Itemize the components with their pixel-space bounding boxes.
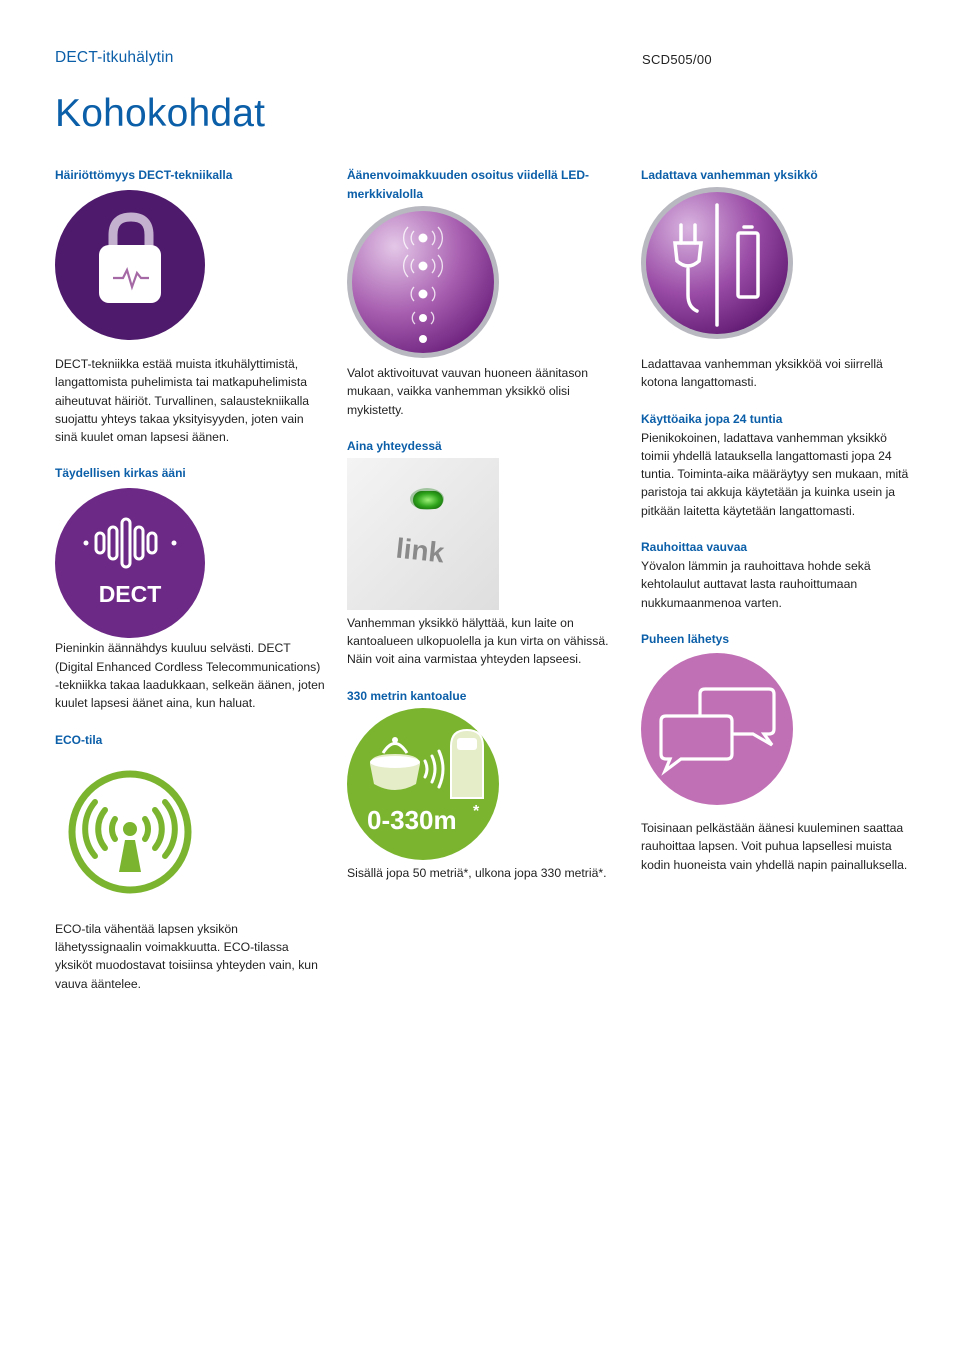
plug-battery-icon: [641, 185, 911, 355]
dect-label: DECT: [98, 581, 162, 608]
feature-heading: Rauhoittaa vauvaa: [641, 540, 748, 555]
feature-heading: ECO-tila: [55, 732, 103, 747]
feature-heading: 330 metrin kantoalue: [347, 688, 467, 703]
feature-clear-sound: [55, 464, 325, 712]
feature-heading: Ladattava vanhemman yksikkö: [641, 168, 818, 182]
speech-bubbles-icon: [641, 649, 911, 819]
feature-text: Sisällä jopa 50 metriä*, ulkona jopa 330 metriä*.: [347, 865, 607, 880]
eco-signal-icon: [55, 750, 325, 920]
feature-heading: Äänenvoimakkuuden osoitus viidellä LED-merkkivalolla: [347, 168, 590, 201]
feature-heading: Aina yhteydessä: [347, 438, 442, 453]
feature-heading: Käyttöaika jopa 24 tuntia: [641, 411, 783, 426]
feature-rechargeable: [641, 166, 911, 392]
column-2: [347, 166, 617, 900]
feature-heading: Häiriöttömyys DECT-tekniikalla: [55, 168, 233, 182]
column-1: [55, 166, 325, 1011]
range-label: 0-330m: [367, 804, 457, 835]
feature-always-connected: [347, 437, 617, 669]
led-indicator-icon: [347, 204, 617, 364]
feature-text: Toisinaan pelkästään äänesi kuuleminen saattaa rauhoittaa lapsen. Voit puhua lapsellesi muista kodin huoneista vain yhdellä napin painalluksella.: [641, 820, 908, 872]
range-icon: [347, 706, 617, 864]
feature-heading: Täydellisen kirkas ääni: [55, 466, 186, 481]
feature-text: Yövalon lämmin ja rauhoittava hohde sekä kehtolaulut auttavat lasta rauhoittumaan nukkumaanmenoa varten.: [641, 559, 871, 610]
link-light-photo: [347, 456, 617, 614]
feature-text: Pienikokoinen, ladattava vanhemman yksikkö toimii yhdellä latauksella langattomasti jopa 24 tuntia. Toiminta-aika määräytyy sen mukaan, mitä paristoja tai akkuja käytetään ja kuinka usein ja pitkään laitetta käytetään langattomasti.: [641, 430, 909, 518]
feature-text: Ladattavaa vanhemman yksikköä voi siirrellä kotona langattomasti.: [641, 357, 883, 390]
feature-text: DECT-tekniikka estää muista itkuhälyttimistä, langattomista puhelimista tai matkapuhelimista aiheutuvat häiriöt. Turvallinen, salaustekniikalla suojattu yhteys takaa yksityisyyden, joten vain sinä kuulet oman lapsesi äänen.: [55, 357, 310, 445]
feature-talk-back: [641, 630, 911, 874]
column-3: [641, 166, 911, 892]
feature-eco-mode: [55, 731, 325, 993]
feature-heading: Puheen lähetys: [641, 631, 730, 646]
padlock-icon: [55, 185, 325, 355]
feature-range: [347, 687, 617, 882]
feature-led-indicator: [347, 166, 617, 419]
page-title: Kohokohdat: [55, 92, 266, 135]
feature-soothes-baby: [641, 538, 911, 612]
link-label: link: [394, 532, 446, 569]
range-asterisk: *: [473, 802, 480, 820]
feature-text: Pieninkin äännähdys kuuluu selvästi. DECT (Digital Enhanced Cordless Telecommunications) -tekniikka takaa laadukkaan, selkeän äänen, joten kuulet lapsesi äänet aina, kun haluat.: [55, 641, 325, 711]
feature-battery-life: [641, 410, 911, 520]
feature-text: Valot aktivoituvat vauvan huoneen äänitason mukaan, vaikka vanhemman yksikkö olisi mykistetty.: [347, 366, 588, 417]
document-category: DECT-itkuhälytin: [55, 49, 174, 66]
dect-sound-icon: [55, 483, 325, 639]
feature-dect-interference: [55, 166, 325, 446]
feature-text: Vanhemman yksikkö hälyttää, kun laite on kantoalueen ulkopuolella ja kun virta on vähissä. Näin voit aina varmistaa yhteyden lapseesi.: [347, 615, 609, 667]
model-number: SCD505/00: [642, 52, 712, 67]
feature-text: ECO-tila vähentää lapsen yksikön lähetyssignaalin voimakkuutta. ECO-tilassa yksiköt muodostavat toisiinsa yhteyden vain, kun vauva ääntelee.: [55, 921, 318, 991]
